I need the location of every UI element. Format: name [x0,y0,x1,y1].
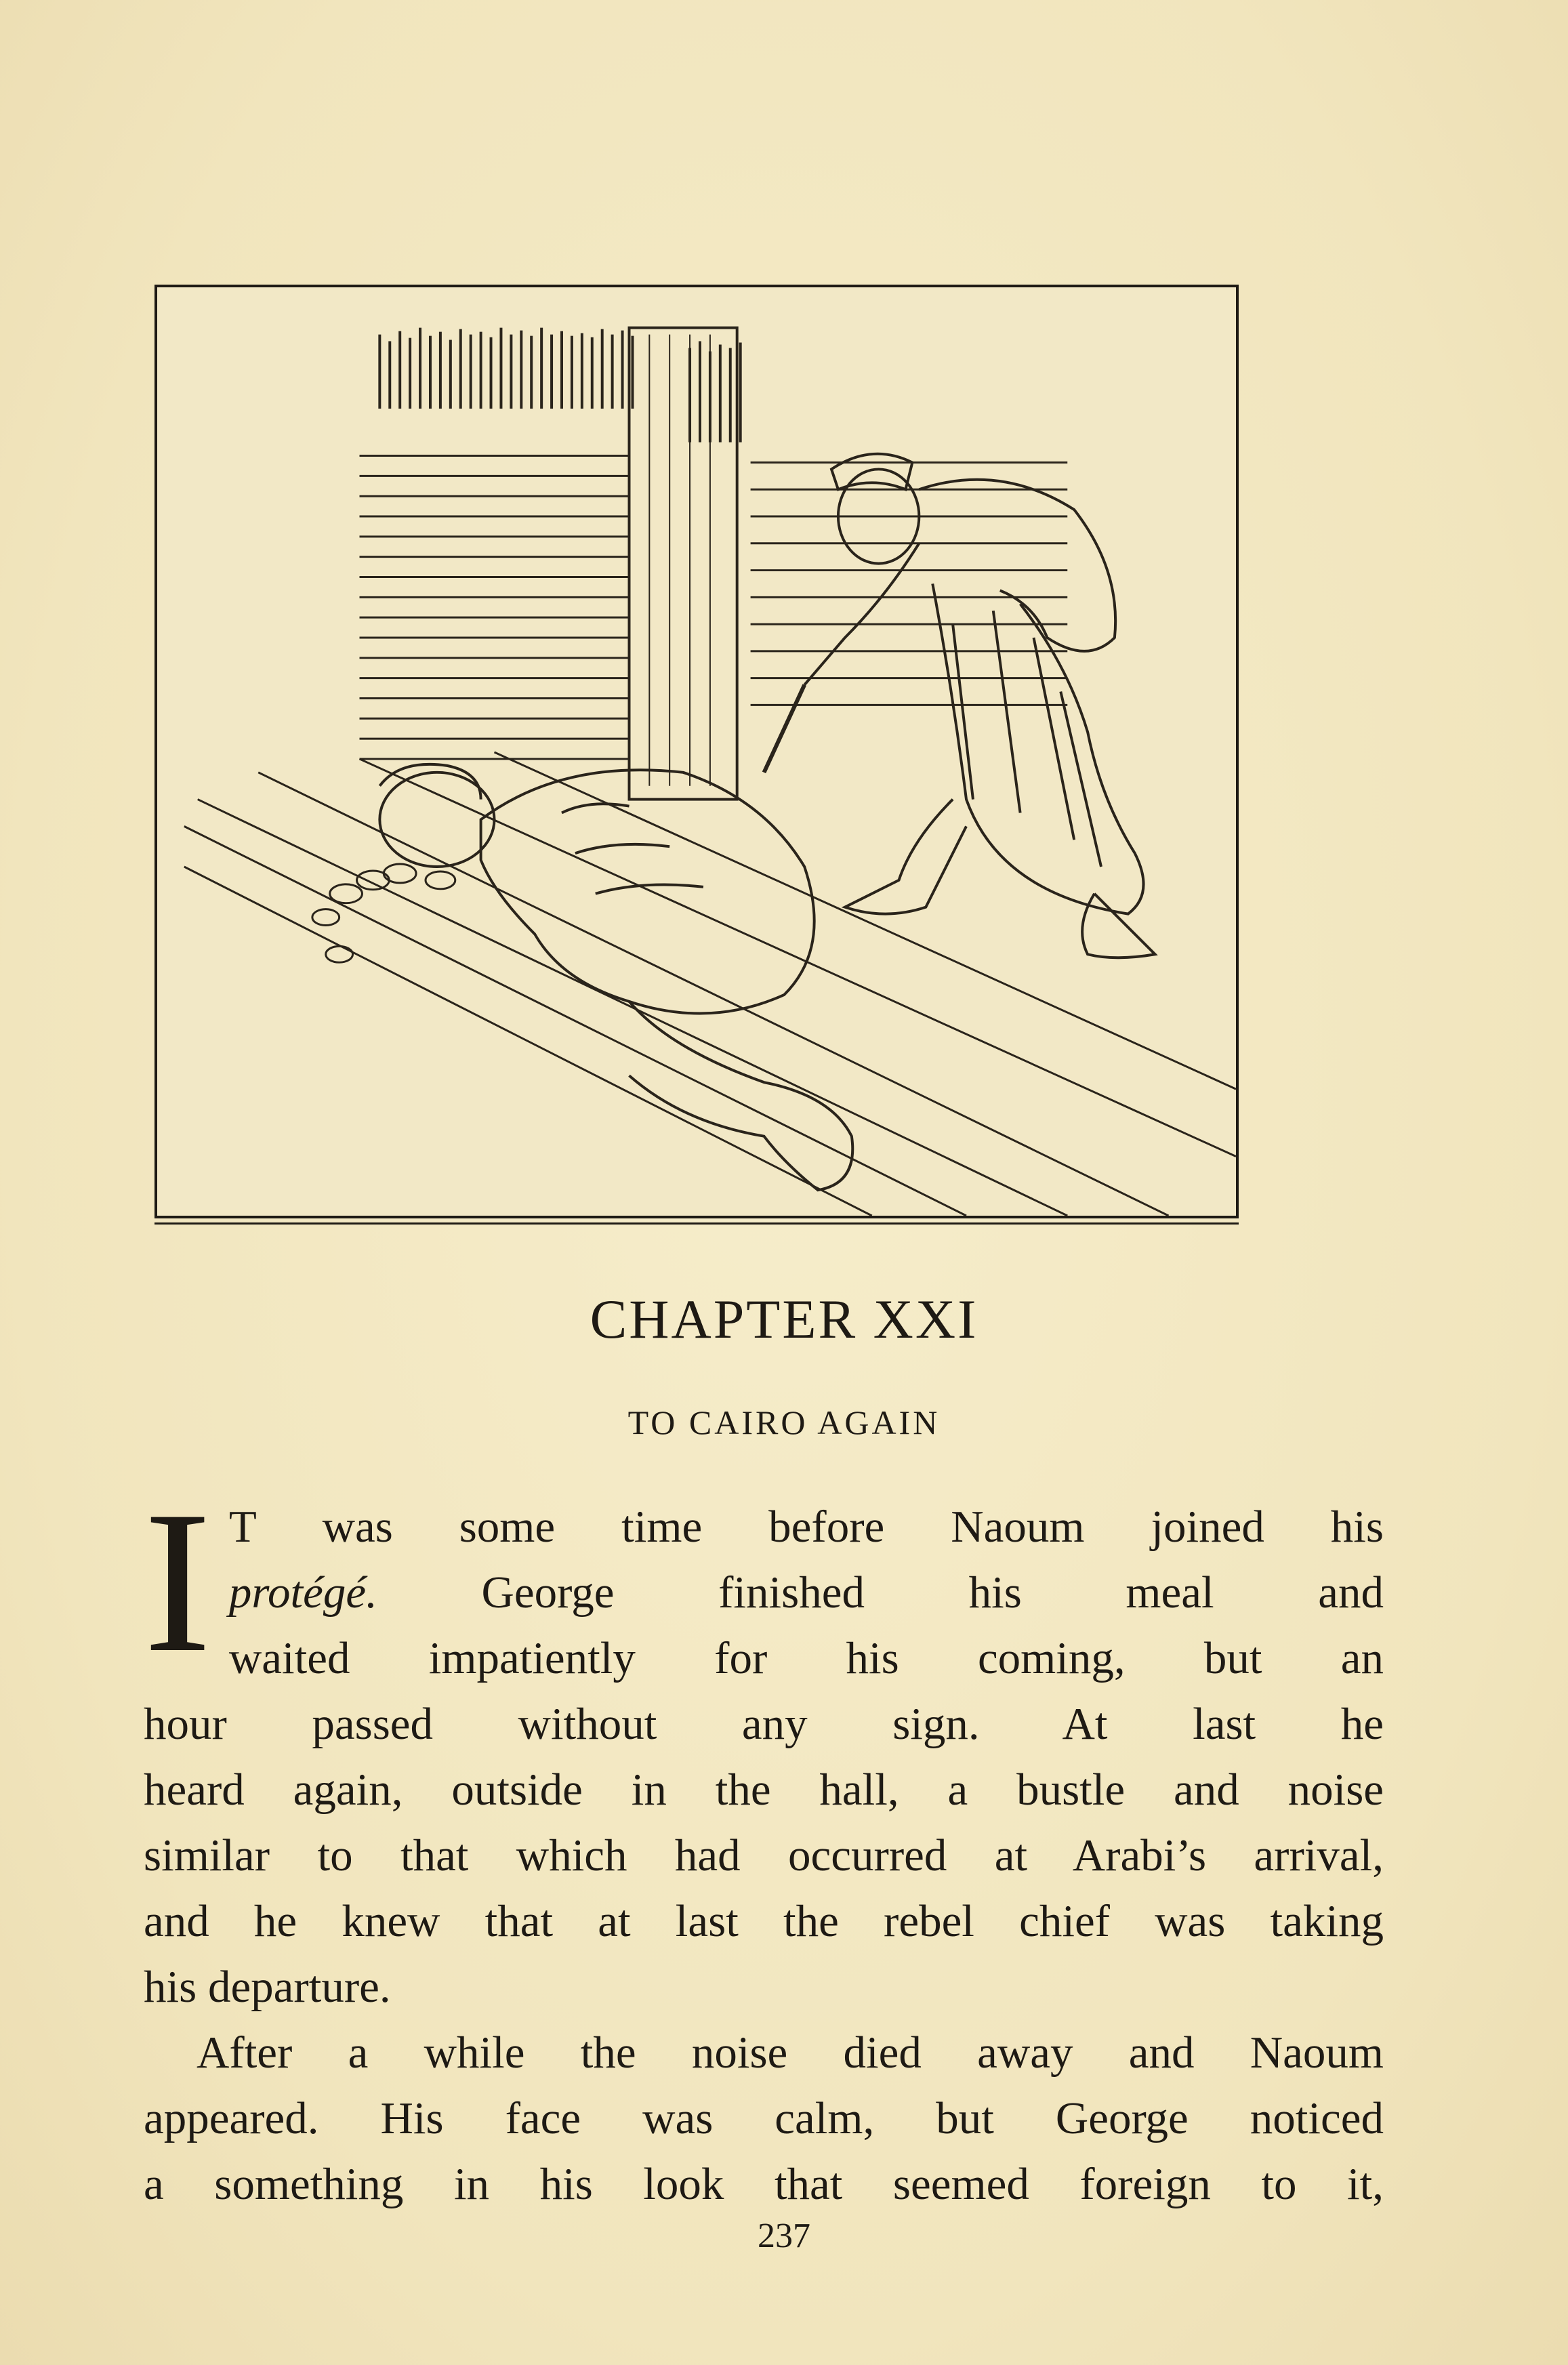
text-line [144,1560,1384,1626]
engraving-illustration [157,287,1236,1216]
text-line: a something in his look that seemed foreign to it, [144,2159,1384,2209]
drop-cap: I [144,1469,211,1694]
text-line: T was some time before Naoum joined his [228,1502,1384,1552]
text-line: After a while the noise died away and Naoum [197,2028,1384,2078]
chapter-title: CHAPTER XXI [590,1288,978,1350]
text-line: similar to that which had occurred at Arabi’s arrival, [144,1830,1384,1880]
illustration-plate [154,285,1239,1218]
text-line: hour passed without any sign. At last he [144,1699,1384,1749]
reclining-figure [379,764,852,1190]
chapter-subtitle: TO CAIRO AGAIN [627,1403,941,1441]
text-line: his departure. [144,1962,391,2012]
italic-word: protégé. [228,1567,377,1618]
paragraph-1 [144,1469,1384,2020]
paragraph-2 [144,2020,1384,2217]
text-line: and he knew that at last the rebel chief was taking [144,1896,1384,1946]
top-slats [379,328,740,443]
floor-planks [184,752,1236,1216]
wall-hatching [360,456,1068,759]
body-text [144,1469,1384,2217]
illustration-bottom-rule [154,1222,1239,1225]
text-line: appeared. His face was calm, but George noticed [144,2093,1384,2143]
text-line: waited impatiently for his coming, but an [228,1633,1384,1683]
text-span: George finished his meal and [377,1567,1384,1618]
text-line: heard again, outside in the hall, a bustle and noise [144,1765,1384,1815]
page-number: 237 [758,2217,810,2255]
knife [764,685,805,773]
